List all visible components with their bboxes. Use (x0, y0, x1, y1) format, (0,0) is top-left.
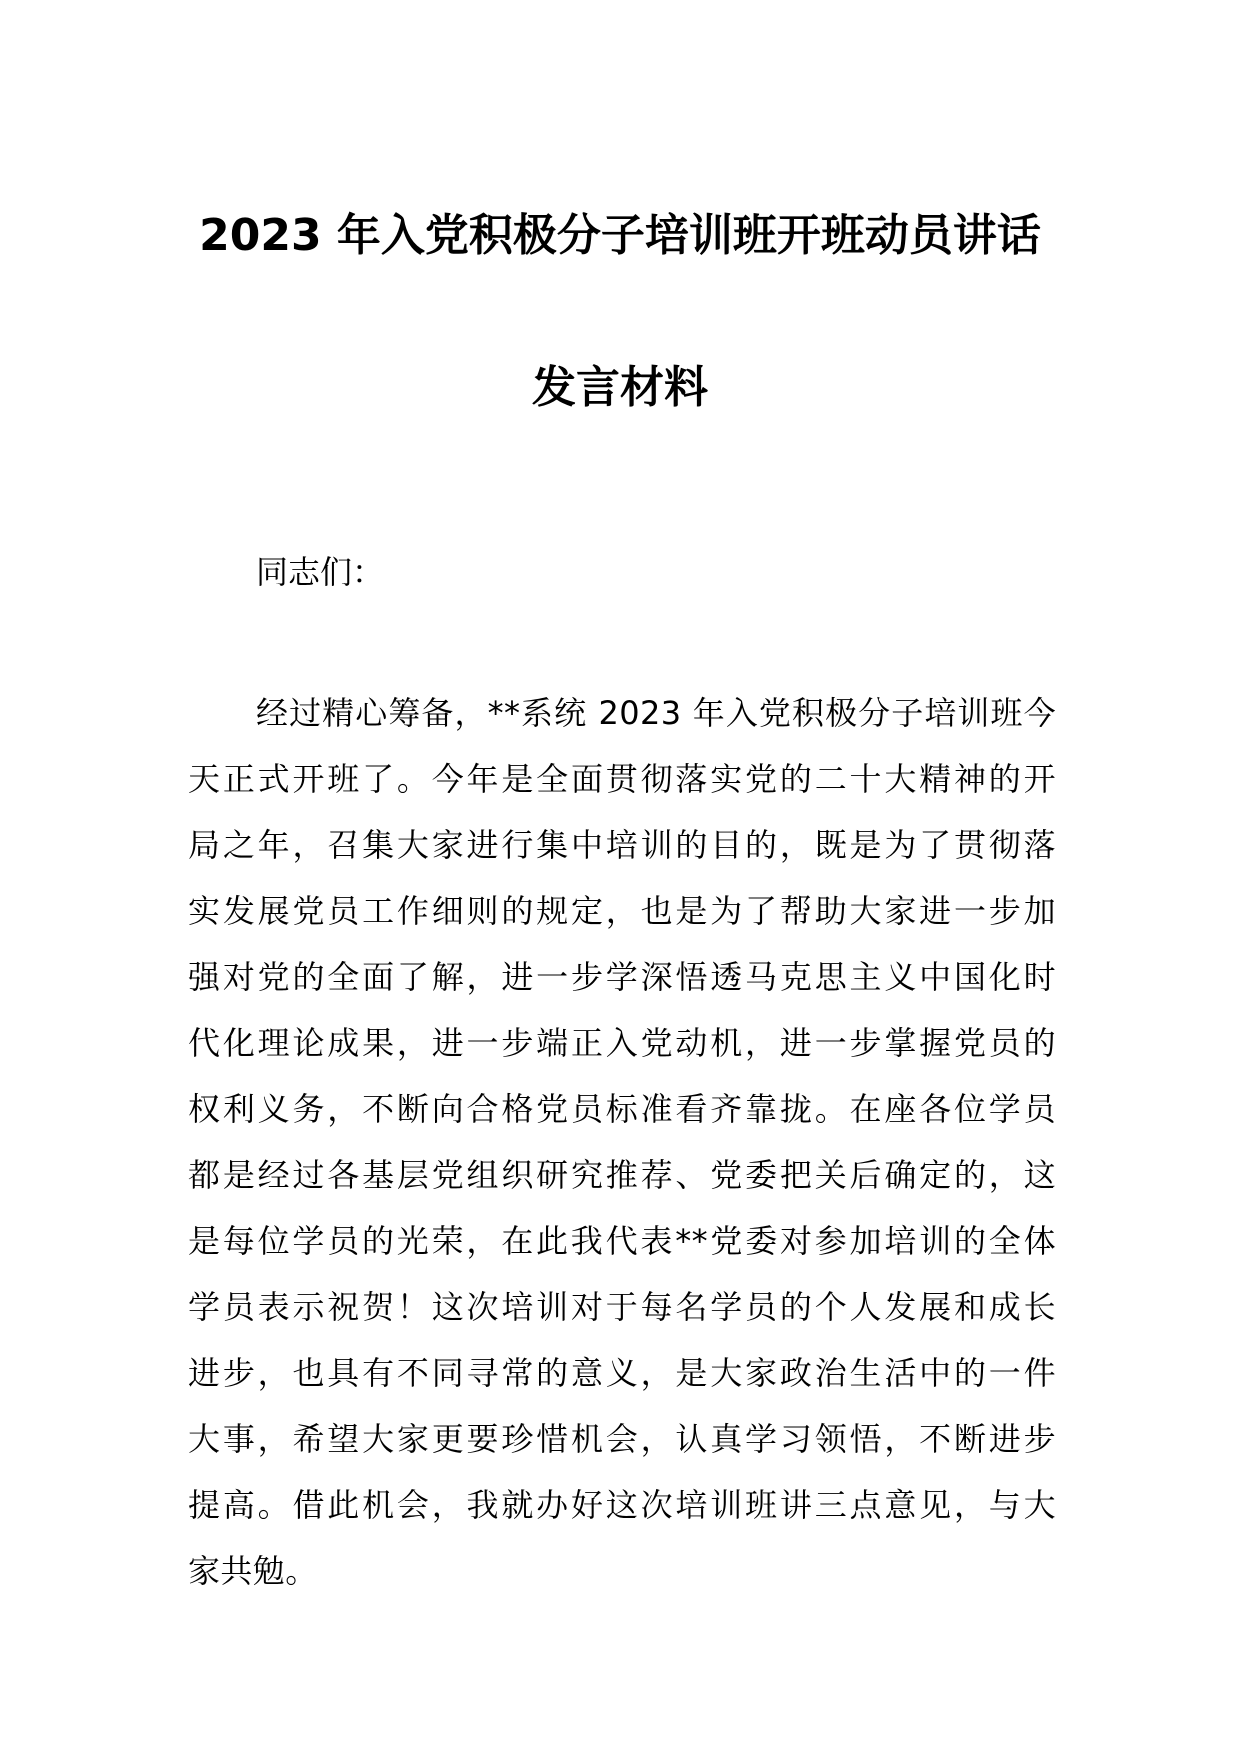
paragraph-line: 局之年，召集大家进行集中培训的目的，既是为了贯彻落 (188, 826, 1056, 864)
paragraph-line: 经过精心筹备，**系统 2023 年入党积极分子培训班今 (256, 694, 1056, 732)
paragraph-line: 天正式开班了。今年是全面贯彻落实党的二十大精神的开 (188, 760, 1056, 798)
paragraph-line: 实发展党员工作细则的规定，也是为了帮助大家进一步加 (188, 892, 1056, 930)
paragraph-line: 大事，希望大家更要珍惜机会，认真学习领悟，不断进步 (188, 1420, 1056, 1458)
paragraph-line: 进步，也具有不同寻常的意义，是大家政治生活中的一件 (188, 1354, 1056, 1392)
paragraph-line: 代化理论成果，进一步端正入党动机，进一步掌握党员的 (188, 1024, 1056, 1062)
paragraph-line: 提高。借此机会，我就办好这次培训班讲三点意见，与大 (188, 1486, 1056, 1524)
body-paragraph (188, 680, 1056, 1604)
paragraph-line: 强对党的全面了解，进一步学深悟透马克思主义中国化时 (188, 958, 1056, 996)
document-title-line-2: 发言材料 (532, 362, 708, 413)
paragraph-line: 都是经过各基层党组织研究推荐、党委把关后确定的，这 (188, 1156, 1056, 1194)
paragraph-line: 权利义务，不断向合格党员标准看齐靠拢。在座各位学员 (188, 1090, 1056, 1128)
paragraph-line: 是每位学员的光荣，在此我代表**党委对参加培训的全体 (188, 1222, 1056, 1260)
salutation: 同志们： (256, 553, 385, 591)
document-title-line-1: 2023 年入党积极分子培训班开班动员讲话 (199, 210, 1041, 261)
paragraph-line: 家共勉。 (188, 1552, 318, 1590)
paragraph-line: 学员表示祝贺！这次培训对于每名学员的个人发展和成长 (188, 1288, 1056, 1326)
